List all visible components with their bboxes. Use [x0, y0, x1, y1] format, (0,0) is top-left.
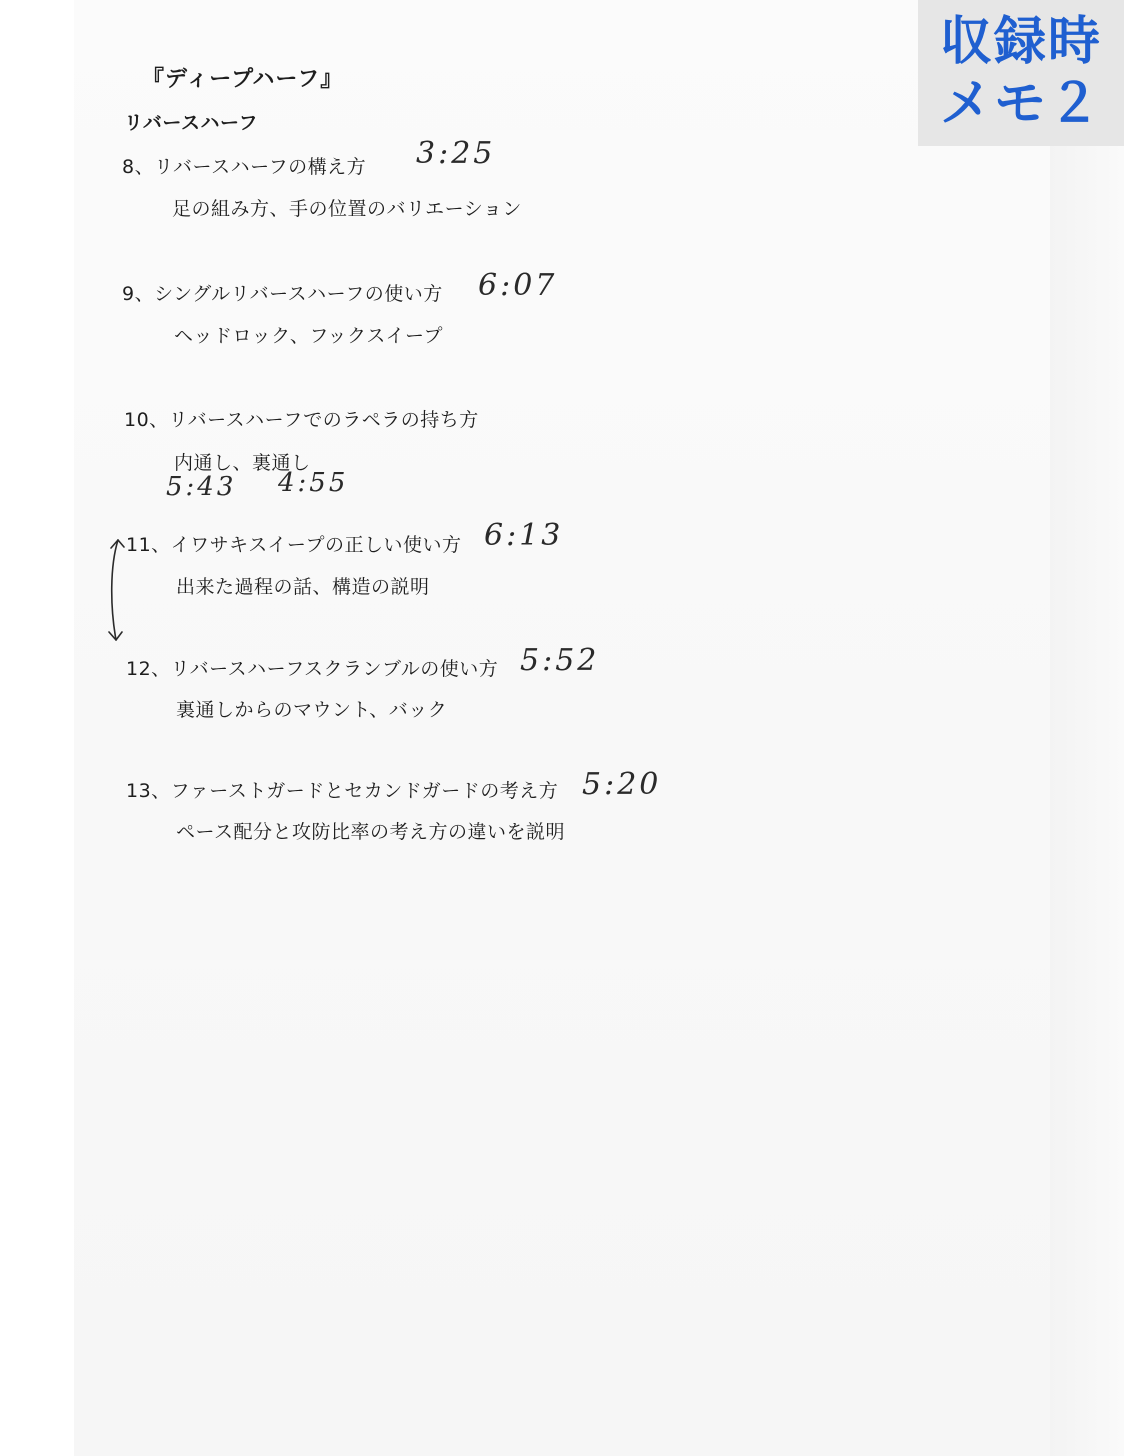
- badge-line-2: メモ２: [939, 74, 1102, 134]
- recording-memo-badge: [918, 0, 1124, 146]
- item-detail: 内通し、裏通し: [174, 452, 311, 474]
- handwritten-duration: 5:43: [166, 472, 237, 502]
- section-heading: リバースハーフ: [124, 112, 259, 134]
- handwritten-duration: 4:55: [278, 468, 349, 498]
- badge-line-1: 収録時: [939, 12, 1102, 72]
- double-arrow-icon: [104, 536, 130, 646]
- document-title: 『ディープハーフ』: [142, 67, 344, 92]
- handwritten-duration: 5:52: [520, 643, 600, 678]
- item-detail: 出来た過程の話、構造の説明: [176, 576, 430, 598]
- item-heading: 8、リバースハーフの構え方: [122, 156, 367, 178]
- handwritten-duration: 6:07: [478, 268, 558, 303]
- handwritten-duration: 3:25: [416, 136, 496, 171]
- item-heading: 10、リバースハーフでのラペラの持ち方: [124, 409, 479, 431]
- handwritten-duration: 5:20: [582, 767, 662, 802]
- item-detail: 足の組み方、手の位置のバリエーション: [172, 198, 522, 220]
- background-margin: [1050, 0, 1124, 1456]
- item-heading: 9、シングルリバースハーフの使い方: [122, 283, 443, 305]
- item-heading: 11、イワサキスイープの正しい使い方: [126, 534, 462, 556]
- item-detail: ペース配分と攻防比率の考え方の違いを説明: [176, 821, 566, 843]
- item-heading: 12、リバースハーフスクランブルの使い方: [126, 658, 499, 680]
- handwritten-duration: 6:13: [484, 518, 564, 553]
- item-heading: 13、ファーストガードとセカンドガードの考え方: [126, 780, 559, 802]
- item-detail: ヘッドロック、フックスイープ: [174, 325, 444, 347]
- item-detail: 裏通しからのマウント、バック: [176, 699, 448, 721]
